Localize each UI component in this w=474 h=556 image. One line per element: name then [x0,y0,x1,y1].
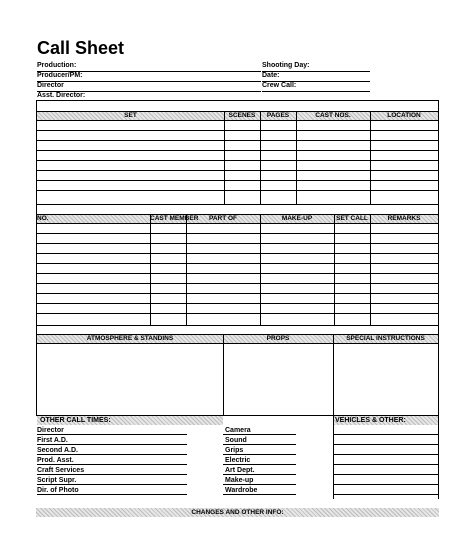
call-time-field[interactable] [37,454,187,455]
grid-line [36,214,439,215]
date-label: Date: [262,72,280,79]
pages-column-header: PAGES [266,112,290,119]
props-notes-area[interactable] [224,344,332,415]
grid-line [36,180,439,181]
grid-line [334,214,335,326]
call-time-field[interactable] [37,444,187,445]
grid-line [260,111,261,205]
props-column-header: PROPS [266,335,290,342]
vehicles-field[interactable] [333,434,439,435]
call-time-label: Director [37,427,64,434]
changes-heading: CHANGES AND OTHER INFO: [191,509,284,516]
call-time-field[interactable] [223,484,296,485]
cast-nos-column-header: CAST NOS. [315,112,351,119]
part-of-column-header: PART OF [208,215,238,222]
crew-call-field[interactable] [262,91,370,92]
call-time-field[interactable] [223,444,296,445]
scenes-column-header: SCENES [228,112,256,119]
grid-line [36,283,439,284]
grid-line [370,111,371,205]
grid-line [150,214,151,326]
grid-line [36,293,439,294]
grid-line [370,214,371,326]
call-time-field[interactable] [37,434,187,435]
set-call-column-header: SET CALL [336,215,368,222]
director-label: Director [37,82,64,89]
vehicles-field[interactable] [333,474,439,475]
grid-line [36,243,439,244]
vehicles-field[interactable] [333,494,439,495]
grid-line [36,160,439,161]
call-time-label: Script Supr. [37,477,77,484]
vehicles-right-border [438,415,439,499]
grid-line [36,303,439,304]
call-time-field[interactable] [37,494,187,495]
cast-member-column-header: CAST MEMBER [150,215,199,222]
shooting-day-label: Shooting Day: [262,62,310,69]
vehicles-field[interactable] [333,484,439,485]
call-time-field[interactable] [223,434,296,435]
special-instructions-area[interactable] [334,344,438,415]
call-time-label: Second A.D. [37,447,78,454]
grid-line [36,233,439,234]
producer-field[interactable] [37,81,261,82]
call-time-label: Make-up [225,477,254,484]
no-column-header: NO. [37,215,49,222]
call-time-label: Art Dept. [225,467,255,474]
asst-director-label: Asst. Director: [37,92,86,99]
vehicles-field[interactable] [333,464,439,465]
grid-line [36,273,439,274]
grid-line [36,334,439,335]
grid-line [36,313,439,314]
grid-line [36,140,439,141]
vehicles-field[interactable] [333,444,439,445]
make-up-column-header: MAKE-UP [281,215,313,222]
production-label: Production: [37,62,77,69]
grid-line [224,111,225,205]
grid-line [296,111,297,205]
grid-line [36,253,439,254]
call-time-field[interactable] [223,494,296,495]
special-instructions-column-header: SPECIAL INSTRUCTIONS [346,335,425,342]
call-time-field[interactable] [37,464,187,465]
call-time-label: Camera [225,427,251,434]
vehicles-left-border [333,415,334,499]
grid-line [36,150,439,151]
grid-line [36,111,439,112]
call-time-field[interactable] [223,454,296,455]
call-time-field[interactable] [223,474,296,475]
remarks-column-header: REMARKS [387,215,421,222]
grid-line [36,190,439,191]
location-column-header: LOCATION [387,112,421,119]
other-call-times-heading: OTHER CALL TIMES: [40,417,111,424]
vehicles-heading: VEHICLES & OTHER: [335,417,406,424]
atmosphere-column-header: ATMOSPHERE & STANDINS [86,335,174,342]
grid-line [36,120,439,121]
vehicles-field[interactable] [333,454,439,455]
call-time-label: Craft Services [37,467,85,474]
grid-line [186,214,187,326]
grid-line [36,263,439,264]
call-time-field[interactable] [37,484,187,485]
call-time-label: First A.D. [37,437,68,444]
call-time-field[interactable] [37,474,187,475]
grid-line [36,170,439,171]
set-column-header: SET [124,112,137,119]
crew-call-label: Crew Call: [262,82,297,89]
grid-line [36,223,439,224]
call-time-label: Sound [225,437,247,444]
call-time-label: Grips [225,447,244,454]
call-time-label: Electric [225,457,251,464]
call-time-label: Dir. of Photo [37,487,79,494]
grid-line [260,214,261,326]
page-title: Call Sheet [37,38,125,58]
grid-line [36,130,439,131]
atmosphere-notes-area[interactable] [37,344,222,415]
producer-label: Producer/PM: [37,72,83,79]
call-time-field[interactable] [223,464,296,465]
call-time-label: Wardrobe [225,487,258,494]
call-time-label: Prod. Asst. [37,457,74,464]
